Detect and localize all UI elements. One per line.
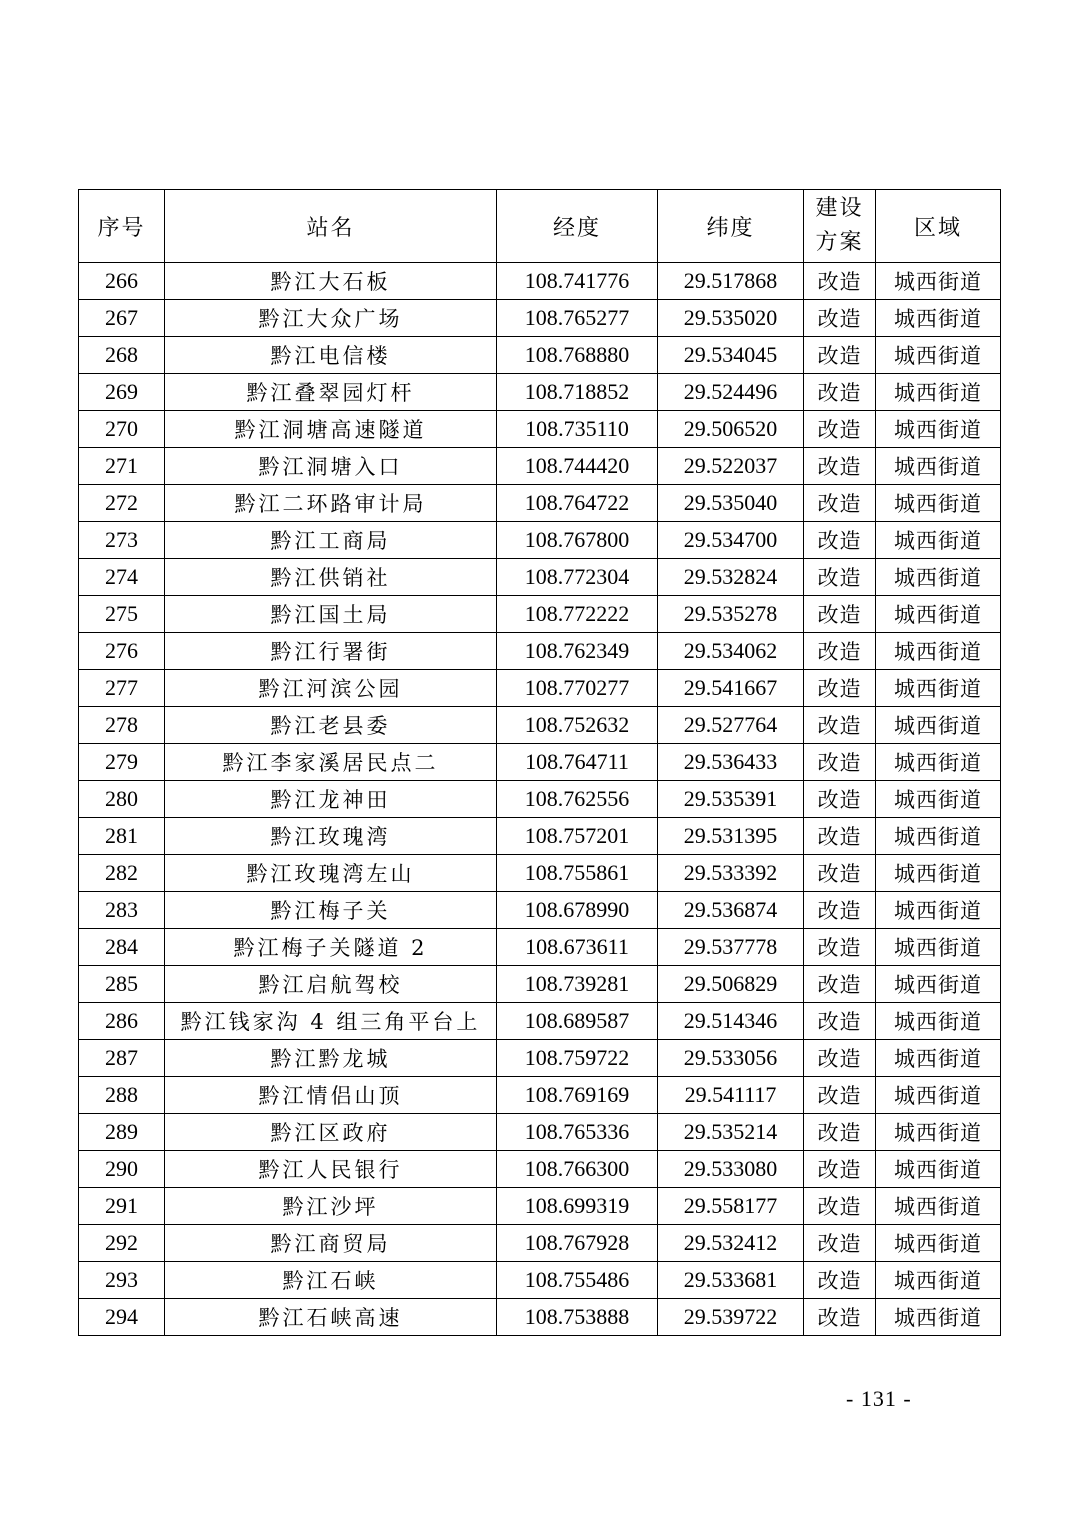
table-header-row: [79, 190, 1001, 263]
station-name-cell: 黔江情侣山顶: [165, 1077, 497, 1114]
latitude-cell: 29.506829: [658, 966, 804, 1003]
longitude-cell: 108.755861: [497, 855, 658, 892]
index-cell: 271: [79, 448, 165, 485]
longitude-cell: 108.768880: [497, 337, 658, 374]
latitude-cell: 29.514346: [658, 1003, 804, 1040]
header-area: 区域: [876, 190, 1001, 263]
index-cell: 283: [79, 892, 165, 929]
area-cell: 城西街道: [876, 263, 1001, 300]
station-name-cell: 黔江区政府: [165, 1114, 497, 1151]
construction-plan-cell: 改造: [804, 411, 876, 448]
station-name-cell: 黔江叠翠园灯杆: [165, 374, 497, 411]
table-row: [79, 1151, 1001, 1188]
latitude-cell: 29.524496: [658, 374, 804, 411]
area-cell: 城西街道: [876, 781, 1001, 818]
index-cell: 266: [79, 263, 165, 300]
header-construction-plan: [804, 190, 876, 263]
area-cell: 城西街道: [876, 374, 1001, 411]
construction-plan-cell: 改造: [804, 966, 876, 1003]
latitude-cell: 29.533056: [658, 1040, 804, 1077]
construction-plan-cell: 改造: [804, 892, 876, 929]
area-cell: 城西街道: [876, 485, 1001, 522]
construction-plan-cell: 改造: [804, 485, 876, 522]
station-name-cell: 黔江大石板: [165, 263, 497, 300]
table-row: [79, 818, 1001, 855]
index-cell: 282: [79, 855, 165, 892]
header-index: 序号: [79, 190, 165, 263]
station-name-cell: 黔江沙坪: [165, 1188, 497, 1225]
longitude-cell: 108.759722: [497, 1040, 658, 1077]
construction-plan-cell: 改造: [804, 300, 876, 337]
station-name-cell: 黔江人民银行: [165, 1151, 497, 1188]
index-cell: 268: [79, 337, 165, 374]
latitude-cell: 29.533681: [658, 1262, 804, 1299]
latitude-cell: 29.535391: [658, 781, 804, 818]
index-cell: 290: [79, 1151, 165, 1188]
longitude-cell: 108.770277: [497, 670, 658, 707]
index-cell: 294: [79, 1299, 165, 1336]
area-cell: 城西街道: [876, 633, 1001, 670]
latitude-cell: 29.536433: [658, 744, 804, 781]
station-name-cell: 黔江玫瑰湾左山: [165, 855, 497, 892]
area-cell: 城西街道: [876, 670, 1001, 707]
longitude-cell: 108.762349: [497, 633, 658, 670]
construction-plan-cell: 改造: [804, 855, 876, 892]
index-cell: 280: [79, 781, 165, 818]
table-row: [79, 263, 1001, 300]
area-cell: 城西街道: [876, 1114, 1001, 1151]
latitude-cell: 29.533080: [658, 1151, 804, 1188]
area-cell: 城西街道: [876, 1003, 1001, 1040]
latitude-cell: 29.541117: [658, 1077, 804, 1114]
index-cell: 270: [79, 411, 165, 448]
latitude-cell: 29.517868: [658, 263, 804, 300]
header-plan-line1: 建设: [815, 196, 864, 221]
construction-plan-cell: 改造: [804, 337, 876, 374]
index-cell: 278: [79, 707, 165, 744]
latitude-cell: 29.535040: [658, 485, 804, 522]
longitude-cell: 108.772222: [497, 596, 658, 633]
construction-plan-cell: 改造: [804, 1114, 876, 1151]
table-row: [79, 670, 1001, 707]
table-row: [79, 707, 1001, 744]
longitude-cell: 108.753888: [497, 1299, 658, 1336]
index-cell: 274: [79, 559, 165, 596]
station-name-cell: 黔江老县委: [165, 707, 497, 744]
longitude-cell: 108.762556: [497, 781, 658, 818]
table-row: [79, 374, 1001, 411]
longitude-cell: 108.741776: [497, 263, 658, 300]
table-row: [79, 892, 1001, 929]
header-longitude: 经度: [497, 190, 658, 263]
construction-plan-cell: 改造: [804, 818, 876, 855]
construction-plan-cell: 改造: [804, 670, 876, 707]
table-row: [79, 411, 1001, 448]
longitude-cell: 108.735110: [497, 411, 658, 448]
station-name-cell: 黔江钱家沟 4 组三角平台上: [165, 1003, 497, 1040]
construction-plan-cell: 改造: [804, 781, 876, 818]
index-cell: 276: [79, 633, 165, 670]
station-name-cell: 黔江梅子关: [165, 892, 497, 929]
table-row: [79, 596, 1001, 633]
station-name-cell: 黔江电信楼: [165, 337, 497, 374]
index-cell: 293: [79, 1262, 165, 1299]
index-cell: 292: [79, 1225, 165, 1262]
station-name-cell: 黔江国土局: [165, 596, 497, 633]
area-cell: 城西街道: [876, 1225, 1001, 1262]
index-cell: 273: [79, 522, 165, 559]
station-name-cell: 黔江行署街: [165, 633, 497, 670]
area-cell: 城西街道: [876, 596, 1001, 633]
latitude-cell: 29.534045: [658, 337, 804, 374]
station-name-cell: 黔江洞塘高速隧道: [165, 411, 497, 448]
latitude-cell: 29.533392: [658, 855, 804, 892]
station-name-cell: 黔江河滨公园: [165, 670, 497, 707]
index-cell: 287: [79, 1040, 165, 1077]
latitude-cell: 29.527764: [658, 707, 804, 744]
area-cell: 城西街道: [876, 1151, 1001, 1188]
station-name-cell: 黔江玫瑰湾: [165, 818, 497, 855]
table-row: [79, 744, 1001, 781]
construction-plan-cell: 改造: [804, 1299, 876, 1336]
index-cell: 275: [79, 596, 165, 633]
construction-plan-cell: 改造: [804, 374, 876, 411]
index-cell: 285: [79, 966, 165, 1003]
station-name-cell: 黔江石峡: [165, 1262, 497, 1299]
table-row: [79, 781, 1001, 818]
table-row: [79, 855, 1001, 892]
table-row: [79, 485, 1001, 522]
station-name-cell: 黔江李家溪居民点二: [165, 744, 497, 781]
area-cell: 城西街道: [876, 966, 1001, 1003]
construction-plan-cell: 改造: [804, 559, 876, 596]
latitude-cell: 29.535214: [658, 1114, 804, 1151]
latitude-cell: 29.534700: [658, 522, 804, 559]
latitude-cell: 29.531395: [658, 818, 804, 855]
latitude-cell: 29.535278: [658, 596, 804, 633]
latitude-cell: 29.506520: [658, 411, 804, 448]
area-cell: 城西街道: [876, 744, 1001, 781]
construction-plan-cell: 改造: [804, 448, 876, 485]
table-row: [79, 337, 1001, 374]
index-cell: 267: [79, 300, 165, 337]
construction-plan-cell: 改造: [804, 1262, 876, 1299]
construction-plan-cell: 改造: [804, 744, 876, 781]
construction-plan-cell: 改造: [804, 633, 876, 670]
latitude-cell: 29.532824: [658, 559, 804, 596]
construction-plan-cell: 改造: [804, 1225, 876, 1262]
latitude-cell: 29.539722: [658, 1299, 804, 1336]
table-row: [79, 1299, 1001, 1336]
area-cell: 城西街道: [876, 818, 1001, 855]
construction-plan-cell: 改造: [804, 1040, 876, 1077]
index-cell: 291: [79, 1188, 165, 1225]
latitude-cell: 29.537778: [658, 929, 804, 966]
area-cell: 城西街道: [876, 1299, 1001, 1336]
longitude-cell: 108.673611: [497, 929, 658, 966]
longitude-cell: 108.678990: [497, 892, 658, 929]
construction-plan-cell: 改造: [804, 1003, 876, 1040]
station-table: [78, 189, 1001, 1336]
index-cell: 284: [79, 929, 165, 966]
longitude-cell: 108.739281: [497, 966, 658, 1003]
longitude-cell: 108.764711: [497, 744, 658, 781]
longitude-cell: 108.699319: [497, 1188, 658, 1225]
index-cell: 277: [79, 670, 165, 707]
station-name-cell: 黔江洞塘入口: [165, 448, 497, 485]
latitude-cell: 29.536874: [658, 892, 804, 929]
area-cell: 城西街道: [876, 337, 1001, 374]
station-name-cell: 黔江商贸局: [165, 1225, 497, 1262]
index-cell: 272: [79, 485, 165, 522]
page-number: - 131 -: [846, 1386, 912, 1411]
station-name-cell: 黔江石峡高速: [165, 1299, 497, 1336]
latitude-cell: 29.541667: [658, 670, 804, 707]
area-cell: 城西街道: [876, 1188, 1001, 1225]
index-cell: 269: [79, 374, 165, 411]
construction-plan-cell: 改造: [804, 707, 876, 744]
longitude-cell: 108.765336: [497, 1114, 658, 1151]
index-cell: 288: [79, 1077, 165, 1114]
longitude-cell: 108.765277: [497, 300, 658, 337]
station-name-cell: 黔江启航驾校: [165, 966, 497, 1003]
index-cell: 279: [79, 744, 165, 781]
longitude-cell: 108.744420: [497, 448, 658, 485]
longitude-cell: 108.757201: [497, 818, 658, 855]
latitude-cell: 29.558177: [658, 1188, 804, 1225]
area-cell: 城西街道: [876, 1040, 1001, 1077]
construction-plan-cell: 改造: [804, 1077, 876, 1114]
area-cell: 城西街道: [876, 300, 1001, 337]
table-row: [79, 1077, 1001, 1114]
table-row: [79, 1262, 1001, 1299]
area-cell: 城西街道: [876, 1262, 1001, 1299]
table-row: [79, 559, 1001, 596]
table-row: [79, 1114, 1001, 1151]
table-row: [79, 1188, 1001, 1225]
area-cell: 城西街道: [876, 929, 1001, 966]
latitude-cell: 29.535020: [658, 300, 804, 337]
table-row: [79, 522, 1001, 559]
station-name-cell: 黔江梅子关隧道 2: [165, 929, 497, 966]
latitude-cell: 29.532412: [658, 1225, 804, 1262]
header-station-name: 站名: [165, 190, 497, 263]
construction-plan-cell: 改造: [804, 263, 876, 300]
area-cell: 城西街道: [876, 448, 1001, 485]
construction-plan-cell: 改造: [804, 522, 876, 559]
longitude-cell: 108.767928: [497, 1225, 658, 1262]
area-cell: 城西街道: [876, 707, 1001, 744]
longitude-cell: 108.689587: [497, 1003, 658, 1040]
latitude-cell: 29.534062: [658, 633, 804, 670]
station-name-cell: 黔江供销社: [165, 559, 497, 596]
index-cell: 289: [79, 1114, 165, 1151]
longitude-cell: 108.764722: [497, 485, 658, 522]
station-name-cell: 黔江黔龙城: [165, 1040, 497, 1077]
index-cell: 286: [79, 1003, 165, 1040]
table-body: [79, 263, 1001, 1336]
construction-plan-cell: 改造: [804, 1188, 876, 1225]
area-cell: 城西街道: [876, 892, 1001, 929]
station-name-cell: 黔江大众广场: [165, 300, 497, 337]
station-name-cell: 黔江二环路审计局: [165, 485, 497, 522]
header-plan-line2: 方案: [815, 230, 864, 255]
station-name-cell: 黔江工商局: [165, 522, 497, 559]
longitude-cell: 108.755486: [497, 1262, 658, 1299]
latitude-cell: 29.522037: [658, 448, 804, 485]
construction-plan-cell: 改造: [804, 1151, 876, 1188]
area-cell: 城西街道: [876, 559, 1001, 596]
station-name-cell: 黔江龙神田: [165, 781, 497, 818]
area-cell: 城西街道: [876, 411, 1001, 448]
longitude-cell: 108.769169: [497, 1077, 658, 1114]
longitude-cell: 108.752632: [497, 707, 658, 744]
longitude-cell: 108.772304: [497, 559, 658, 596]
table-row: [79, 300, 1001, 337]
longitude-cell: 108.767800: [497, 522, 658, 559]
area-cell: 城西街道: [876, 1077, 1001, 1114]
table-row: [79, 1003, 1001, 1040]
table-row: [79, 633, 1001, 670]
table-row: [79, 1040, 1001, 1077]
area-cell: 城西街道: [876, 855, 1001, 892]
table-row: [79, 448, 1001, 485]
construction-plan-cell: 改造: [804, 596, 876, 633]
table-row: [79, 966, 1001, 1003]
table-row: [79, 929, 1001, 966]
longitude-cell: 108.766300: [497, 1151, 658, 1188]
longitude-cell: 108.718852: [497, 374, 658, 411]
construction-plan-cell: 改造: [804, 929, 876, 966]
table-row: [79, 1225, 1001, 1262]
index-cell: 281: [79, 818, 165, 855]
area-cell: 城西街道: [876, 522, 1001, 559]
header-latitude: 纬度: [658, 190, 804, 263]
